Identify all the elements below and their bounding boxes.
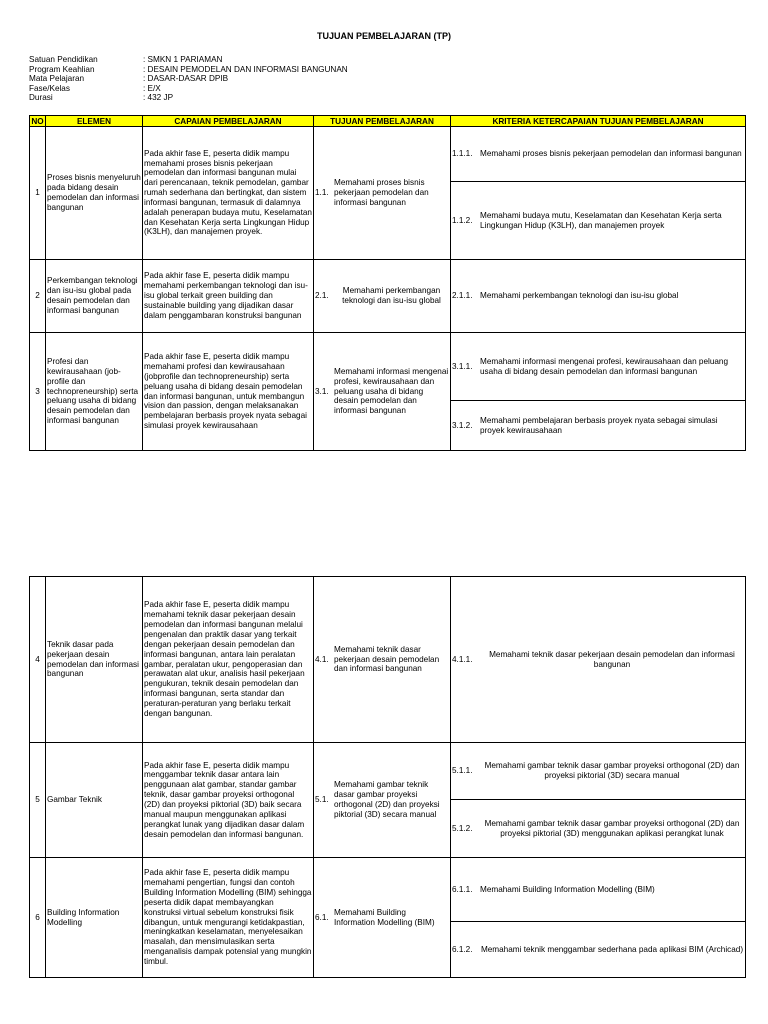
row-no: 2 <box>30 260 46 333</box>
row-cp: Pada akhir fase E, peserta didik mampu memahami perkembangan teknologi dan isu-isu global terkait green building dan sustainable building yang dijadikan dasar dalam penggambaran konstruksi bangunan <box>143 260 314 333</box>
meta-label: Durasi <box>29 93 53 102</box>
kktp-number: 1.1.2. <box>452 215 473 225</box>
row-cp: Pada akhir fase E, peserta didik mampu menggambar teknik dasar antara lain penggunaan alat gambar, standar gambar teknik, dasar gambar proyeksi orthogonal (2D) dan proyeksi piktorial (3D) baik secara manual maupun menggunakan aplikasi perangkat lunak yang dijadikan dasar dalam desain pemodelan dan informasi bangunan. <box>143 743 314 858</box>
kktp-text: Memahami budaya mutu, Keselamatan dan Kesehatan Kerja serta Lingkungan Hidup (K3LH), dan manajemen proyek <box>480 210 722 230</box>
kktp-number: 3.1.1. <box>452 361 473 371</box>
tp-text: Memahami teknik dasar pekerjaan desain pemodelan dan informasi bangunan <box>334 644 440 674</box>
tp-table-part-2 <box>29 576 746 978</box>
meta-row-satuan <box>29 55 348 65</box>
kktp-cell <box>451 260 746 333</box>
header-tp: TUJUAN PEMBELAJARAN <box>314 116 451 127</box>
header-cp: CAPAIAN PEMBELAJARAN <box>143 116 314 127</box>
row-no: 3 <box>30 333 46 451</box>
meta-label: Fase/Kelas <box>29 83 70 93</box>
tp-number: 5.1. <box>315 795 329 805</box>
kktp-cell <box>451 182 746 260</box>
meta-value: : DASAR-DASAR DPIB <box>143 74 229 83</box>
kktp-number: 4.1.1. <box>452 654 473 664</box>
kktp-cell <box>451 577 746 743</box>
tp-text: Memahami proses bisnis pekerjaan pemodelan dan informasi bangunan <box>334 178 429 207</box>
tp-number: 1.1. <box>315 188 329 198</box>
row-cp: Pada akhir fase E, peserta didik mampu memahami profesi dan kewirausahaan (jobprofile dan technopreneurship) serta peluang usaha di bidang desain pemodelan dan informasi bangunan, untuk membangun vision dan passion, dengan melaksanakan pembelajaran berbasis proyek nyata sebagai simulasi proyek kewirausahaan <box>143 333 314 451</box>
table-row <box>30 858 746 922</box>
table-row <box>30 127 746 182</box>
table-row <box>30 577 746 743</box>
table-header-row <box>30 116 746 127</box>
row-tp <box>314 743 451 858</box>
row-elemen: Profesi dan kewirausahaan (job-profile dan technopreneurship) serta peluang usaha di bidang desain pemodelan dan informasi bangunan <box>46 333 143 451</box>
kktp-number: 1.1.1. <box>452 149 473 159</box>
row-elemen: Perkembangan teknologi dan isu-isu global pada desain pemodelan dan informasi bangunan <box>46 260 143 333</box>
meta-value: : E/X <box>143 83 161 93</box>
meta-value: : SMKN 1 PARIAMAN <box>143 55 223 64</box>
kktp-text: Memahami teknik dasar pekerjaan desain pemodelan dan informasi bangunan <box>489 649 735 669</box>
header-elemen: ELEMEN <box>46 116 143 127</box>
row-tp <box>314 333 451 451</box>
tp-text: Memahami perkembangan teknologi dan isu-isu global <box>342 286 441 305</box>
kktp-number: 6.1.1. <box>452 884 473 894</box>
row-cp: Pada akhir fase E, peserta didik mampu memahami pengertian, fungsi dan contoh Building Information Modelling (BIM) sehingga peserta didik dapat membayangkan konstruksi virtual sebelum konstruksi fisik dibangun, untuk mengurangi ketidakpastian, meningkatkan keselamatan, menyelesaikan masalah, dan mensimulasikan serta menganalisis dampak potensial yang mungkin timbul. <box>143 858 314 978</box>
kktp-text: Memahami teknik menggambar sederhana pada aplikasi BIM (Archicad) <box>480 944 744 954</box>
kktp-cell <box>451 800 746 858</box>
tp-number: 2.1. <box>315 291 329 301</box>
tp-text: Memahami informasi mengenai profesi, kewirausahaan dan peluang usaha di bidang desain pemodelan dan informasi bangunan <box>334 366 449 416</box>
meta-label: Satuan Pendidikan <box>29 55 98 64</box>
tp-table-part-1 <box>29 115 746 451</box>
row-elemen: Building Information Modelling <box>46 858 143 978</box>
document-meta <box>29 55 348 103</box>
tp-text: Memahami Building Information Modelling (BIM) <box>334 907 435 927</box>
meta-row-durasi <box>29 93 348 103</box>
kktp-text: Memahami perkembangan teknologi dan isu-isu global <box>480 291 679 301</box>
tp-number: 4.1. <box>315 654 329 664</box>
tp-text: Memahami gambar teknik dasar gambar proyeksi orthogonal (2D) dan proyeksi piktorial (3D) secara manual <box>334 780 440 819</box>
row-cp: Pada akhir fase E, peserta didik mampu memahami teknik dasar pekerjaan desain pemodelan dan informasi bangunan melalui pengenalan dan praktik dasar yang terkait dengan pekerjaan desain pemodelan dan informasi bangunan, antara lain peralatan gambar, peralatan ukur, pengoperasian dan perawatan alat ukur, analisis hasil pekerjaan pengukuran, teknik desain pemodelan dan informasi bangunan, serta standar dan peraturan-peraturan yang berlaku terkait dengan bangunan. <box>143 577 314 743</box>
kktp-cell <box>451 743 746 800</box>
row-no: 6 <box>30 858 46 978</box>
kktp-number: 2.1.1. <box>452 291 473 301</box>
kktp-number: 5.1.1. <box>452 766 473 776</box>
row-no: 1 <box>30 127 46 260</box>
kktp-number: 3.1.2. <box>452 420 473 430</box>
kktp-cell <box>451 127 746 182</box>
table-row <box>30 743 746 800</box>
meta-label: Program Keahlian <box>29 64 95 74</box>
row-tp <box>314 260 451 333</box>
kktp-text: Memahami informasi mengenai profesi, kewirausahaan dan peluang usaha di bidang desain pemodelan dan informasi bangunan <box>480 356 729 376</box>
row-elemen: Proses bisnis menyeluruh pada bidang desain pemodelan dan informasi bangunan <box>46 127 143 260</box>
tp-number: 6.1. <box>315 912 329 922</box>
meta-value: : DESAIN PEMODELAN DAN INFORMASI BANGUNAN <box>143 64 348 74</box>
table-row <box>30 333 746 401</box>
meta-row-fase <box>29 84 348 94</box>
kktp-text: Memahami gambar teknik dasar gambar proyeksi orthogonal (2D) dan proyeksi piktorial (3D) secara manual <box>484 761 740 780</box>
kktp-number: 5.1.2. <box>452 823 473 833</box>
meta-row-program <box>29 65 348 75</box>
kktp-text: Memahami pembelajaran berbasis proyek nyata sebagai simulasi proyek kewirausahaan <box>480 415 718 435</box>
meta-row-mapel <box>29 74 348 84</box>
meta-value: : 432 JP <box>143 93 174 102</box>
row-elemen: Teknik dasar pada pekerjaan desain pemodelan dan informasi bangunan <box>46 577 143 743</box>
kktp-text: Memahami gambar teknik dasar gambar proyeksi orthogonal (2D) dan proyeksi piktorial (3D) menggunakan aplikasi perangkat lunak <box>484 818 740 838</box>
kktp-cell <box>451 401 746 451</box>
row-tp <box>314 858 451 978</box>
row-cp: Pada akhir fase E, peserta didik mampu memahami proses bisnis pekerjaan pemodelan dan informasi bangunan mulai dari perencanaan, teknik pemodelan, gambar rumah sederhana dan bertingkat, dan sistem informasi bangunan, termasuk di dalamnya adalah penerapan budaya mutu, Keselamatan dan Kesehatan Kerja serta Lingkungan Hidup (K3LH), dan manajemen proyek. <box>143 127 314 260</box>
header-no: NO <box>31 116 44 126</box>
kktp-text: Memahami Building Information Modelling (BIM) <box>480 884 655 894</box>
kktp-cell <box>451 333 746 401</box>
header-kktp: KRITERIA KETERCAPAIAN TUJUAN PEMBELAJARAN <box>451 116 746 127</box>
kktp-cell <box>451 858 746 922</box>
row-elemen: Gambar Teknik <box>46 743 143 858</box>
kktp-text: Memahami proses bisnis pekerjaan pemodelan dan informasi bangunan <box>480 149 742 159</box>
meta-label: Mata Pelajaran <box>29 74 85 83</box>
table-row <box>30 260 746 333</box>
row-tp <box>314 577 451 743</box>
kktp-number: 6.1.2. <box>452 944 473 954</box>
document-title: TUJUAN PEMBELAJARAN (TP) <box>316 31 451 41</box>
kktp-cell <box>451 922 746 978</box>
row-tp <box>314 127 451 260</box>
row-no: 4 <box>30 577 46 743</box>
row-no: 5 <box>30 743 46 858</box>
tp-number: 3.1. <box>315 386 329 396</box>
